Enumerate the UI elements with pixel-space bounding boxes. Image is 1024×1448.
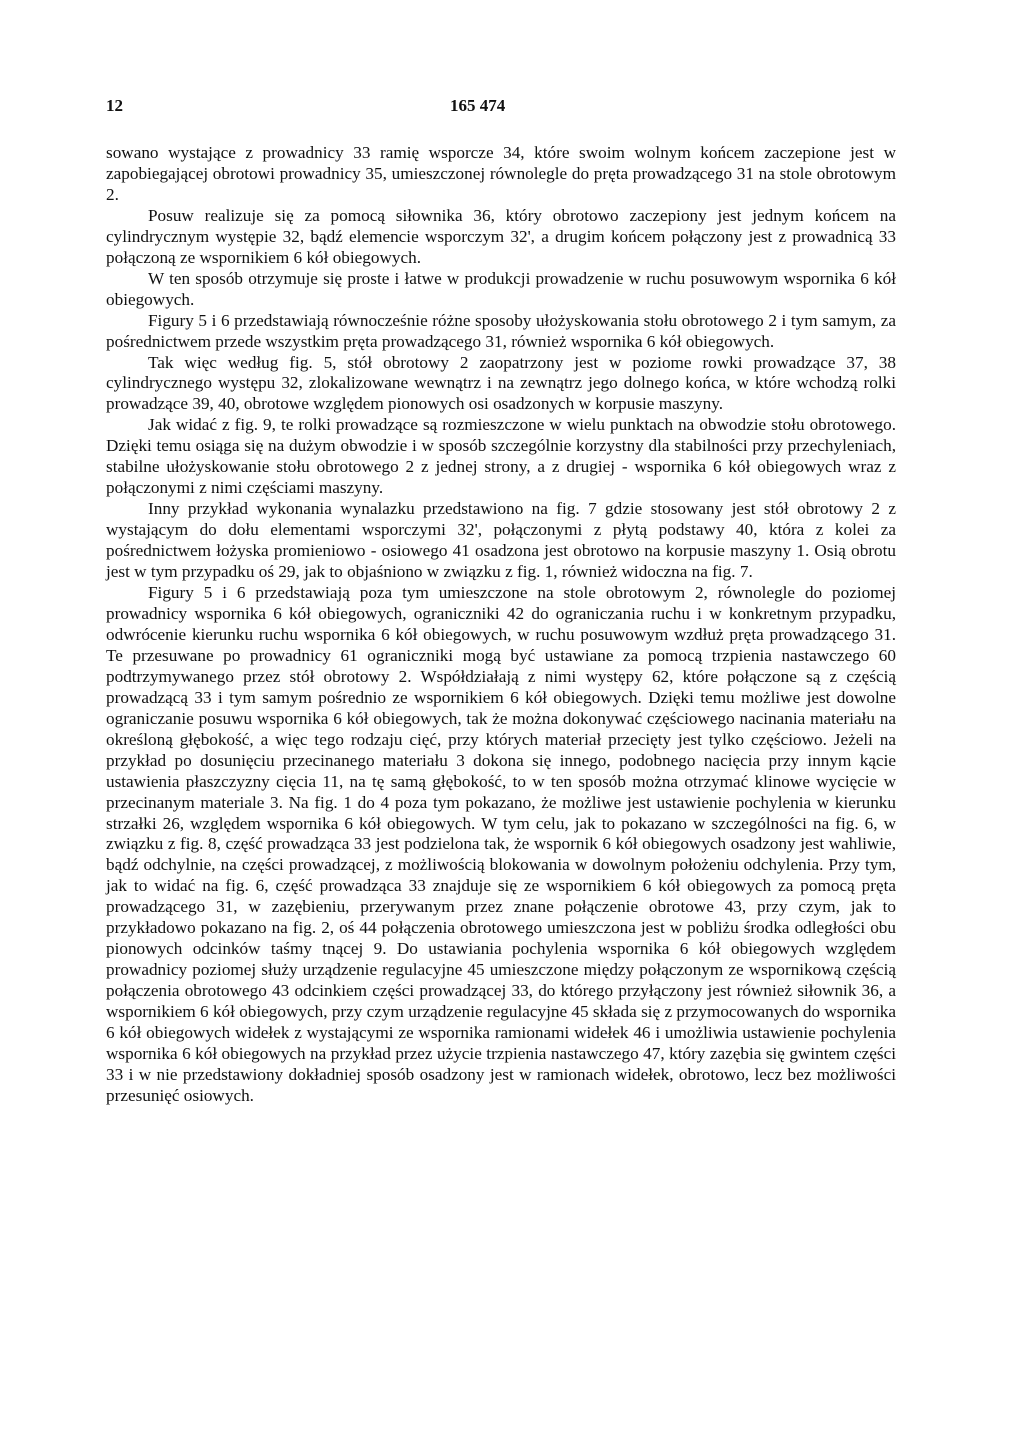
paragraph: Figury 5 i 6 przedstawiają poza tym umieszczone na stole obrotowym 2, równolegle do poziomej prowadnicy wspornika 6 kół obiegowych, ograniczniki 42 do ograniczania ruchu i w konkretnym przypadku, odwrócenie kierunku ruchu wspornika 6 kół obiegowych, w ruchu posuwowym wzdłuż pręta prowadzącego 31. Te przesuwane po prowadnicy 61 ograniczniki mogą być ustawiane za pomocą trzpienia nastawczego 60 podtrzymywanego przez stół obrotowy 2. Współdziałają z nimi występy 62, które połączone są z częścią prowadzącą 33 i tym samym pośrednio ze wspornikiem 6 kół obiegowych. Dzięki temu możliwe jest dowolne ograniczanie posuwu wspornika 6 kół obiegowych, tak że można dokonywać częściowego nacinania materiału na określoną głębokość, a więc tego rodzaju cięć, przy których materiał przecięty jest tylko częściowo. Jeżeli na przykład po dosunięciu przecinanego materiału 3 dokona się innego, podobnego nacięcia przy innym kącie ustawienia płaszczyzny cięcia 11, na tę samą głębokość, to w ten sposób można otrzymać klinowe wycięcie w przecinanym materiale 3. Na fig. 1 do 4 poza tym pokazano, że możliwe jest ustawienie pochylenia w kierunku strzałki 26, względem wspornika 6 kół obiegowych. W tym celu, jak to pokazano w szczególności na fig. 6, w związku z fig. 8, część prowadząca 33 jest podzielona tak, że wspornik 6 kół obiegowych osadzony jest wahliwie, bądź odchylnie, na części prowadzącej, z możliwością blokowania w dowolnym położeniu odchylenia. Przy tym, jak to widać na fig. 6, część prowadząca 33 znajduje się ze wspornikiem 6 kół obiegowych za pomocą pręta prowadzącego 31, w zazębieniu, przerywanym przez znane połączenie obrotowe 43, przy czym, jak to przykładowo pokazano na fig. 2, oś 44 połączenia obrotowego umieszczona jest w pobliżu środka odległości obu pionowych odcinków taśmy tnącej 9. Do ustawiania pochylenia wspornika 6 kół obiegowych względem prowadnicy poziomej służy urządzenie regulacyjne 45 umieszczone między połączonym ze wspornikową częścią połączenia obrotowego 43 odcinkiem części prowadzącej 33, do którego przyłączony jest również siłownik 36, a wspornikiem 6 kół obiegowych, przy czym urządzenie regulacyjne 45 składa się z przymocowanych do wspornika 6 kół obiegowych widełek z wystającymi ze wspornika ramionami widełek 46 i umożliwia ustawienie pochylenia wspornika 6 kół obiegowych na przykład przez użycie trzpienia nastawczego 47, który zazębia się gwintem części 33 i w nie przedstawiony dokładniej sposób osadzony jest w ramionach widełek, obrotowo, lecz bez możliwości przesunięć osiowych. [106, 583, 896, 1105]
paragraph: W ten sposób otrzymuje się proste i łatwe w produkcji prowadzenie w ruchu posuwowym wspornika 6 kół obiegowych. [106, 268, 896, 309]
paragraph: Tak więc według fig. 5, stół obrotowy 2 zaopatrzony jest w poziome rowki prowadzące 37, 38 cylindrycznego występu 32, zlokalizowane wewnątrz i na zewnątrz jego dolnego końca, w które wchodzą rolki prowadzące 39, 40, obrotowe względem pionowych osi osadzonych w korpusie maszyny. [106, 352, 896, 414]
paragraph: Inny przykład wykonania wynalazku przedstawiono na fig. 7 gdzie stosowany jest stół obrotowy 2 z wystającym do dołu elementami wsporczymi 32', połączonymi z płytą podstawy 40, która z kolei za pośrednictwem łożyska promieniowo - osiowego 41 osadzona jest obrotowo na korpusie maszyny 1. Osią obrotu jest w tym przypadku oś 29, jak to objaśniono w związku z fig. 1, również widoczna na fig. 7. [106, 499, 896, 582]
paragraph: Figury 5 i 6 przedstawiają równocześnie różne sposoby ułożyskowania stołu obrotowego 2 i tym samym, za pośrednictwem przede wszystkim pręta prowadzącego 31, również wspornika 6 kół obiegowych. [106, 310, 896, 351]
body-text [106, 143, 896, 1107]
page-number: 12 [106, 96, 123, 115]
paragraph: Posuw realizuje się za pomocą siłownika 36, który obrotowo zaczepiony jest jednym końcem na cylindrycznym występie 32, bądź elemencie wsporczym 32', a drugim końcem połączony jest z prowadnicą 33 połączoną ze wspornikiem 6 kół obiegowych. [106, 205, 896, 267]
patent-number: 165 474 [450, 96, 506, 115]
paragraph: sowano wystające z prowadnicy 33 ramię wsporcze 34, które swoim wolnym końcem zaczepione jest w zapobiegającej obrotowi prowadnicy 35, umieszczonej równolegle do pręta prowadzącego 31 na stole obrotowym 2. [106, 143, 896, 204]
paragraph: Jak widać z fig. 9, te rolki prowadzące są rozmieszczone w wielu punktach na obwodzie stołu obrotowego. Dzięki temu osiąga się na dużym obwodzie i w sposób szczególnie korzystny dla stabilności przy przechyleniach, stabilne ułożyskowanie stołu obrotowego 2 z jednej strony, a z drugiej - wspornika 6 kół obiegowych wraz z połączonymi z nimi częściami maszyny. [106, 415, 896, 498]
